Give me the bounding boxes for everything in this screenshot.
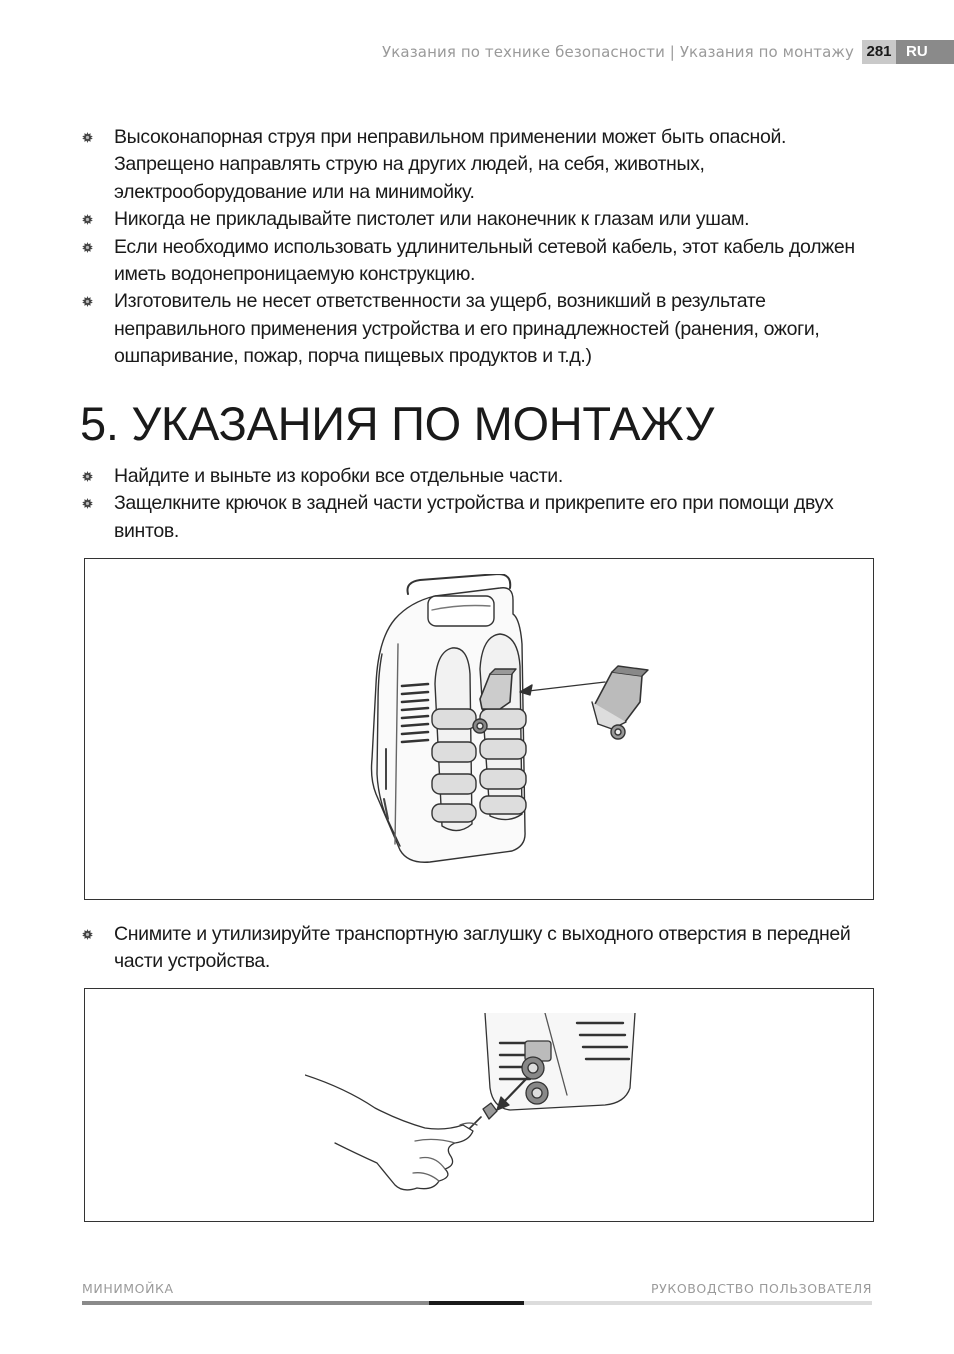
gear-bullet-icon: [82, 132, 93, 143]
footer-document-name: РУКОВОДСТВО ПОЛЬЗОВАТЕЛЯ: [650, 1281, 872, 1296]
header-breadcrumb: Указания по технике безопасности | Указания по монтажу: [382, 43, 854, 61]
transport-plug-removal-illustration: [305, 1013, 655, 1205]
list-item: [82, 490, 872, 545]
footer-product-name: МИНИМОЙКА: [82, 1281, 174, 1296]
footer-divider-right: [524, 1301, 872, 1305]
list-item-text: Изготовитель не несет ответственности за ущерб, возникший в результате неправильного применения устройства и его принадлежностей (ранения, ожоги, ошпаривание, пожар, порча пищевых продуктов и т.д.): [114, 290, 820, 368]
gear-bullet-icon: [82, 242, 93, 253]
list-item: [82, 288, 872, 370]
section-title: 5. УКАЗАНИЯ ПО МОНТАЖУ: [80, 397, 715, 450]
figure-hook-mounting: [84, 558, 874, 900]
assembly-instructions-list: [82, 463, 872, 545]
pressure-washer-hook-illustration: [350, 574, 700, 889]
language-badge: RU: [896, 40, 954, 64]
list-item-text: Высоконапорная струя при неправильном применении может быть опасной. Запрещено направлять струю на других людей, на себя, животных, электрооборудование или на минимойку.: [114, 126, 787, 203]
list-item: [82, 124, 872, 206]
safety-instructions-list: [82, 124, 872, 371]
list-item-text: Снимите и утилизируйте транспортную заглушку с выходного отверстия в передней части устройства.: [114, 923, 851, 973]
list-item-text: Защелкните крючок в задней части устройства и прикрепите его при помощи двух винтов.: [114, 492, 834, 542]
gear-bullet-icon: [82, 471, 93, 482]
page-header: [382, 40, 954, 64]
gear-bullet-icon: [82, 214, 93, 225]
list-item-text: Найдите и выньте из коробки все отдельные части.: [114, 465, 563, 487]
list-item-text: Если необходимо использовать удлинительный сетевой кабель, этот кабель должен иметь водонепроницаемую конструкцию.: [114, 235, 855, 286]
list-item: [82, 921, 872, 976]
gear-bullet-icon: [82, 498, 93, 509]
list-item: [82, 463, 872, 490]
figure-transport-plug-removal: [84, 988, 874, 1222]
list-item-text: Никогда не прикладывайте пистолет или наконечник к глазам или ушам.: [114, 208, 750, 231]
list-item: [82, 234, 872, 289]
footer-divider-center: [429, 1301, 524, 1305]
gear-bullet-icon: [82, 929, 93, 940]
footer-divider-left: [82, 1301, 429, 1305]
list-item: [82, 206, 872, 233]
transport-plug-instructions-list: [82, 921, 872, 976]
gear-bullet-icon: [82, 296, 93, 307]
page-number: 281: [862, 40, 896, 64]
